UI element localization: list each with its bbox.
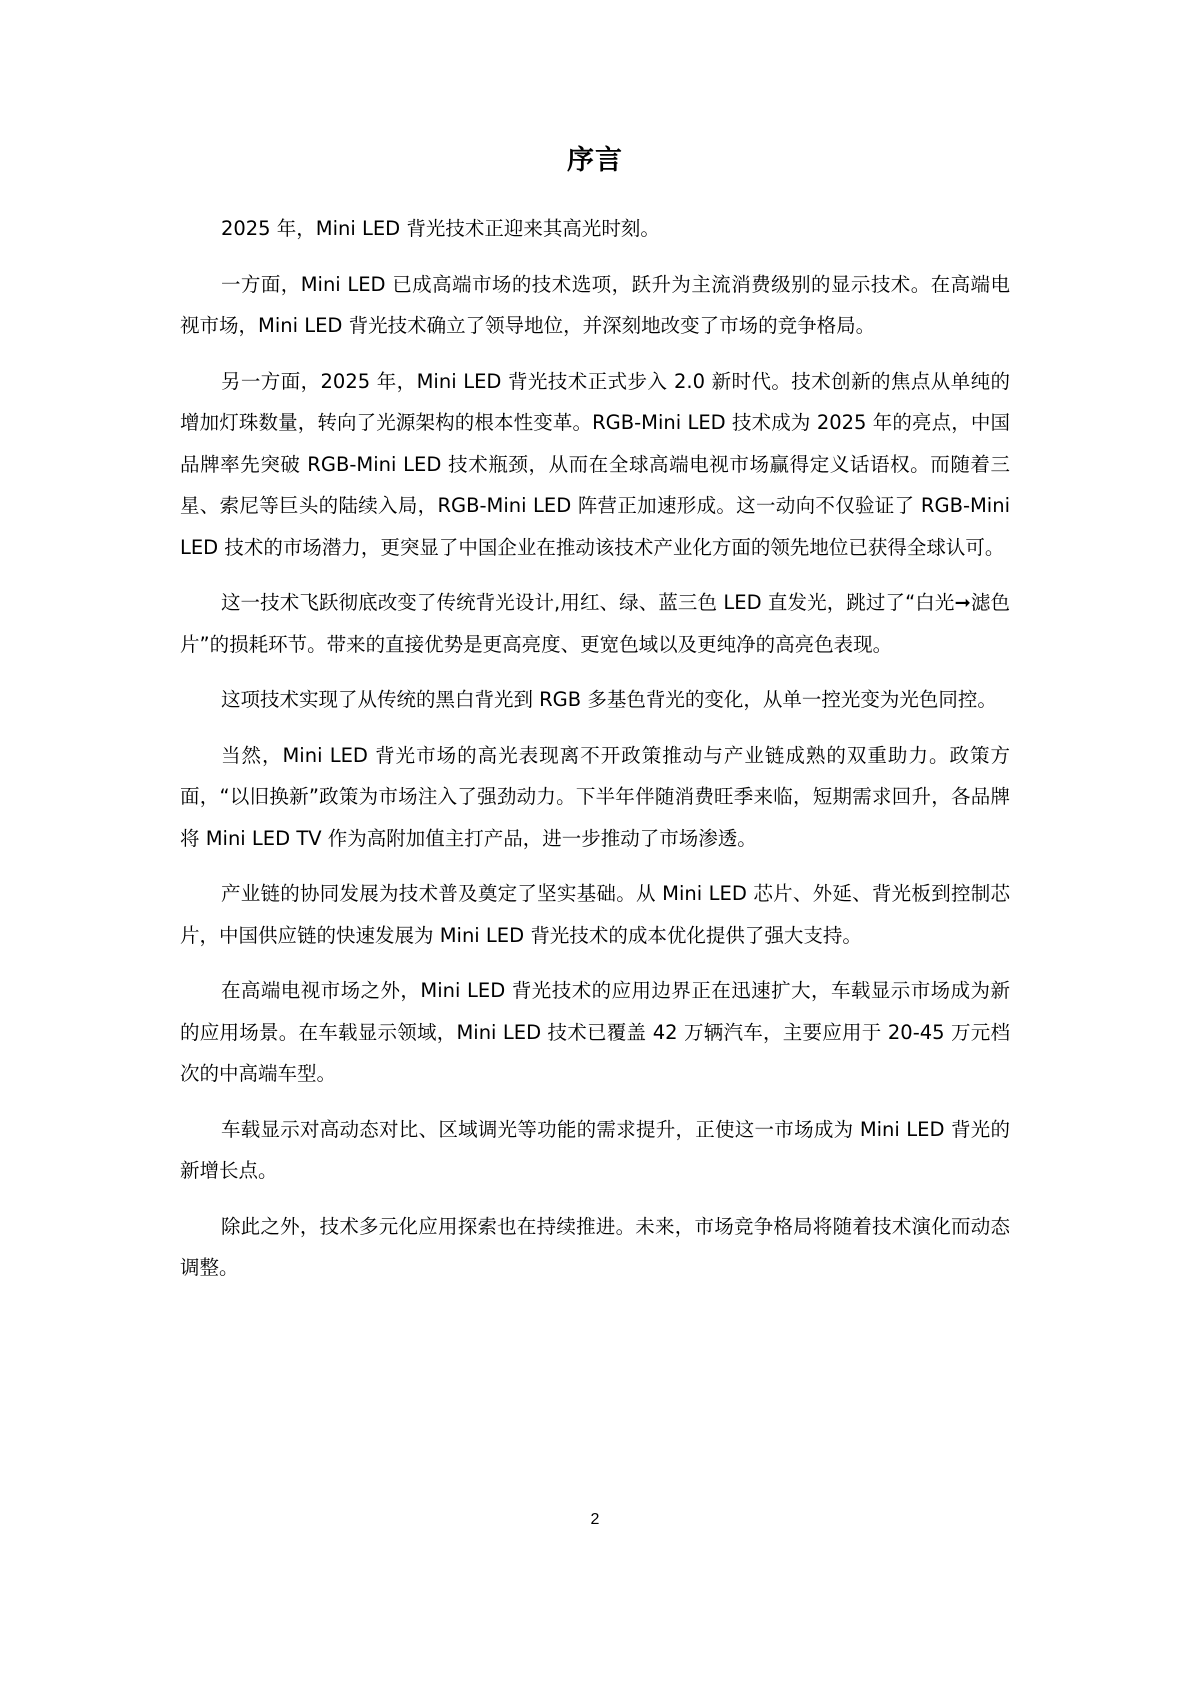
paragraph-6: 当然，Mini LED 背光市场的高光表现离不开政策推动与产业链成熟的双重助力。政策方面，“以旧换新”政策为市场注入了强劲动力。下半年伴随消费旺季来临，短期需求回升，各品牌将 Mini LED TV 作为高附加值主打产品，进一步推动了市场渗透。 xyxy=(180,743,1010,850)
paragraph-5: 这项技术实现了从传统的黑白背光到 RGB 多基色背光的变化，从单一控光变为光色同控。 xyxy=(220,688,997,711)
page-title: 序言 xyxy=(567,145,623,176)
paragraph-9: 车载显示对高动态对比、区域调光等功能的需求提升，正使这一市场成为 Mini LED 背光的新增长点。 xyxy=(180,1117,1010,1182)
paragraph-10: 除此之外，技术多元化应用探索也在持续推进。未来，市场竞争格局将随着技术演化而动态调整。 xyxy=(180,1214,1010,1279)
paragraph-7: 产业链的协同发展为技术普及奠定了坚实基础。从 Mini LED 芯片、外延、背光板到控制芯片，中国供应链的快速发展为 Mini LED 背光技术的成本优化提供了强大支持。 xyxy=(180,882,1010,947)
page-number: 2 xyxy=(590,1511,600,1528)
paragraph-3: 另一方面，2025 年，Mini LED 背光技术正式步入 2.0 新时代。技术创新的焦点从单纯的增加灯珠数量，转向了光源架构的根本性变革。RGB-Mini LED 技术成为 2025 年的亮点，中国品牌率先突破 RGB-Mini LED 技术瓶颈，从而在全球高端电视市场赢得定义话语权。而随着三星、索尼等巨头的陆续入局，RGB-Mini LED 阵营正加速形成。这一动向不仅验证了 RGB-Mini LED 技术的市场潜力，更突显了中国企业在推动该技术产业化方面的领先地位已获得全球认可。 xyxy=(180,369,1010,559)
paragraph-4: 这一技术飞跃彻底改变了传统背光设计,用红、绿、蓝三色 LED 直发光，跳过了“白光➞滤色片”的损耗环节。带来的直接优势是更高亮度、更宽色域以及更纯净的高亮色表现。 xyxy=(180,591,1010,656)
preface-body xyxy=(180,208,1010,1303)
paragraph-8: 在高端电视市场之外，Mini LED 背光技术的应用边界正在迅速扩大，车载显示市场成为新的应用场景。在车载显示领域，Mini LED 技术已覆盖 42 万辆汽车，主要应用于 20-45 万元档次的中高端车型。 xyxy=(180,979,1010,1085)
paragraph-1: 2025 年，Mini LED 背光技术正迎来其高光时刻。 xyxy=(220,217,660,240)
paragraph-2: 一方面，Mini LED 已成高端市场的技术选项，跃升为主流消费级别的显示技术。在高端电视市场，Mini LED 背光技术确立了领导地位，并深刻地改变了市场的竞争格局。 xyxy=(180,272,1010,337)
